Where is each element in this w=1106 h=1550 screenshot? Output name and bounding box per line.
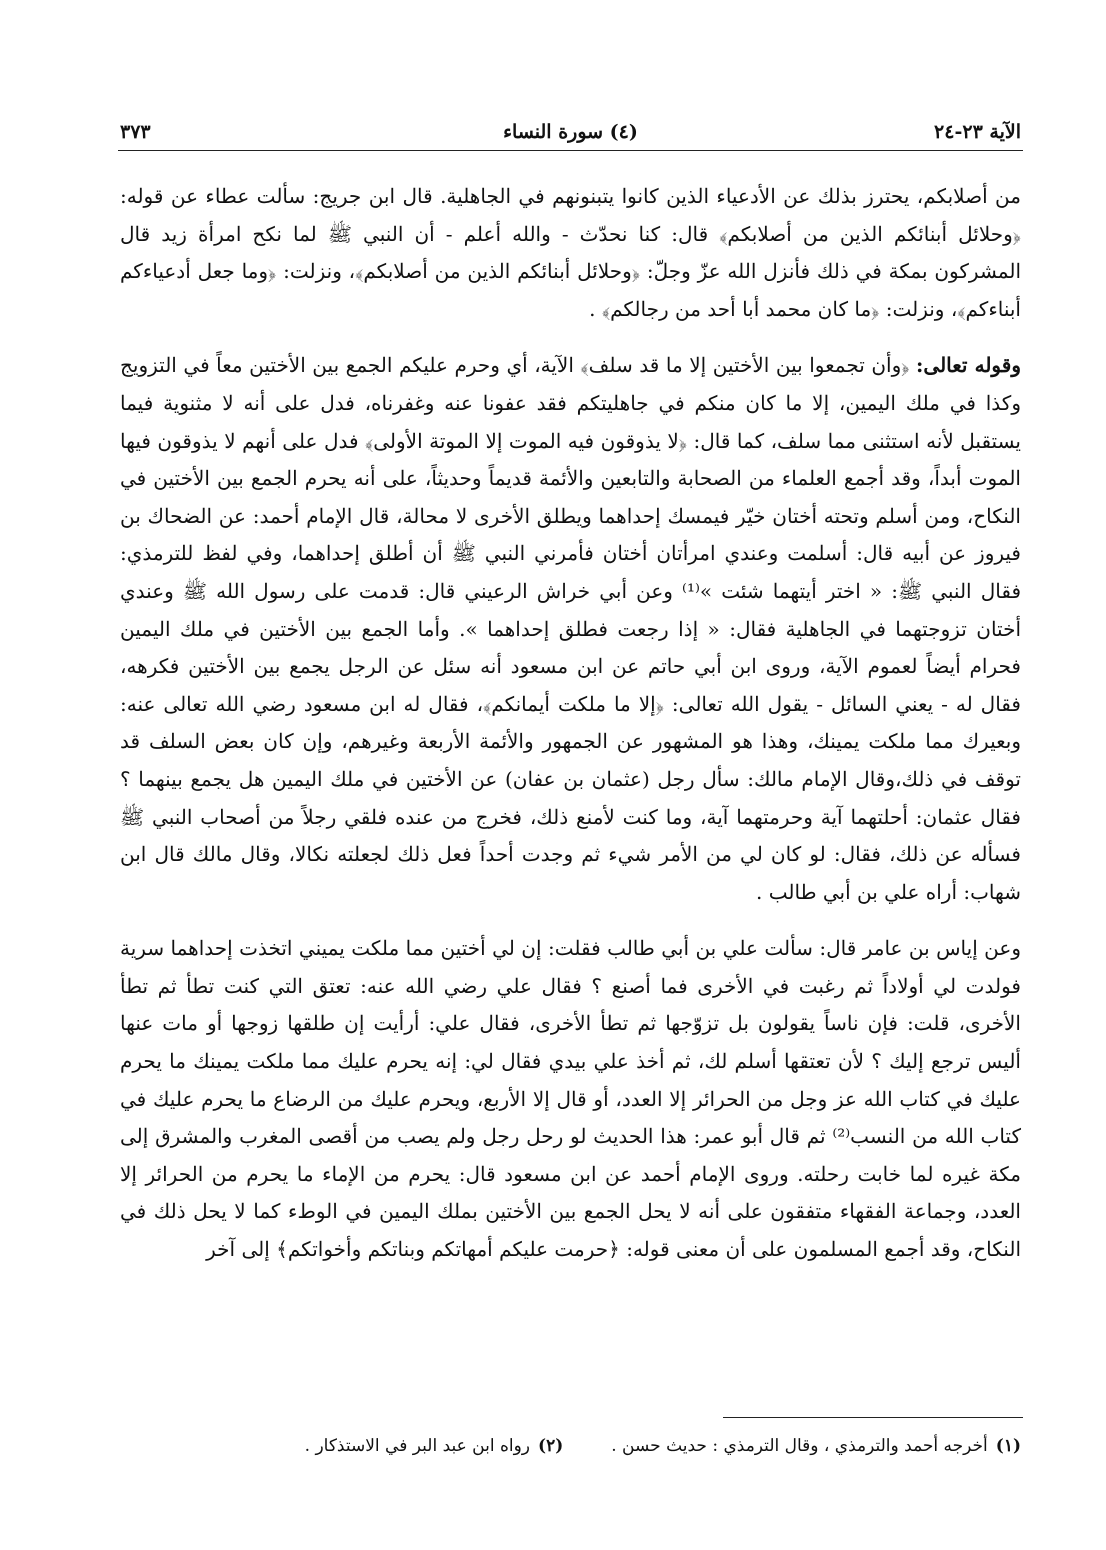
- footnote-1: [611, 1432, 1021, 1460]
- footnote-text: رواه ابن عبد البر في الاستذكار .: [304, 1436, 531, 1456]
- page-header: [120, 112, 1021, 152]
- main-text: [120, 178, 1021, 1269]
- footnote-number: (١): [995, 1436, 1021, 1456]
- paragraph-text: من أصلابكم، يحترز بذلك عن الأدعياء الذين كانوا يتبنونهم في الجاهلية. قال ابن جريج: سألت عطاء عن قوله: ﴿وحلائل أبنائكم الذين من أصلابكم﴾ قال: كنا نحدّث - والله أعلم - أن النبي ﷺ لما نكح امرأة زيد قال المشركون بمكة في ذلك فأنزل الله عزّ وجلّ: ﴿وحلائل أبنائكم الذين من أصلابكم﴾، ونزلت: ﴿وما جعل أدعياءكم أبناءكم﴾، ونزلت: ﴿ما كان محمد أبا أحد من رجالكم﴾ .: [120, 184, 1021, 321]
- paragraph-3: [120, 930, 1021, 1268]
- footnote-2: [305, 1432, 564, 1460]
- header-divider: [118, 150, 1023, 151]
- footnote-text: أخرجه أحمد والترمذي ، وقال الترمذي : حديث حسن .: [611, 1436, 988, 1456]
- paragraph-2: [120, 347, 1021, 911]
- paragraph-lead: وقوله تعالى:: [916, 353, 1021, 378]
- paragraph-text: ﴿وأن تجمعوا بين الأختين إلا ما قد سلف﴾ الآية، أي وحرم عليكم الجمع بين الأختين معاً في التزويج وكذا في ملك اليمين، إلا ما كان منكم في جاهليتكم فقد عفونا عنه وغفرناه، فدل على أنه لا مثنوية فيما يستقبل لأنه استثنى مما سلف، كما قال: ﴿لا يذوقون فيه الموت إلا الموتة الأولى﴾ فدل على أنهم لا يذوقون فيها الموت أبداً، وقد أجمع العلماء من الصحابة والتابعين والأئمة قديماً وحديثاً، على أنه يحرم الجمع بين الأختين في النكاح، ومن أسلم وتحته أختان خيّر فيمسك إحداهما ويطلق الأخرى لا محالة، قال الإمام أحمد: عن الضحاك بن فيروز عن أبيه قال: أسلمت وعندي امرأتان أختان فأمرني النبي ﷺ أن أطلق إحداهما، وفي لفظ للترمذي: فقال النبي ﷺ: « اختر أيتهما شئت »⁽¹⁾ وعن أبي خراش الرعيني قال: قدمت على رسول الله ﷺ وعندي أختان تزوجتهما في الجاهلية فقال: « إذا رجعت فطلق إحداهما ». وأما الجمع بين الأختين في ملك اليمين فحرام أيضاً لعموم الآية، وروى ابن أبي حاتم عن ابن مسعود أنه سئل عن الرجل يجمع بين الأختين فكرهه، فقال له - يعني السائل - يقول الله تعالى: ﴿إلا ما ملكت أيمانكم﴾، فقال له ابن مسعود رضي الله تعالى عنه: وبعيرك مما ملكت يمينك، وهذا هو المشهور عن الجمهور والأئمة الأربعة وغيرهم، وإن كان بعض السلف قد توقف في ذلك،وقال الإمام مالك: سأل رجل (عثمان بن عفان) عن الأختين في ملك اليمين هل يجمع بينهما ؟ فقال عثمان: أحلتهما آية وحرمتهما آية، وما كنت لأمنع ذلك، فخرج من عنده فلقي رجلاً من أصحاب النبي ﷺ فسأله عن ذلك، فقال: لو كان لي من الأمر شيء ثم وجدت أحداً فعل ذلك لجعلته نكالا، وقال مالك قال ابن شهاب: أراه علي بن أبي طالب .: [120, 353, 1022, 904]
- footnote-number: (٢): [538, 1436, 564, 1456]
- page-number: ٣٧٣: [120, 121, 151, 143]
- footnote-divider: [723, 1417, 1023, 1418]
- paragraph-text: وعن إياس بن عامر قال: سألت علي بن أبي طالب فقلت: إن لي أختين مما ملكت يميني اتخذت إحداهما سرية فولدت لي أولاداً ثم رغبت في الأخرى فما أصنع ؟ فقال علي رضي الله عنه: تعتق التي كنت تطأ ثم تطأ الأخرى، قلت: فإن ناساً يقولون بل تزوّجها ثم تطأ الأخرى، فقال علي: أرأيت إن طلقها زوجها أو مات عنها أليس ترجع إليك ؟ لأن تعتقها أسلم لك، ثم أخذ علي بيدي فقال لي: إنه يحرم عليك مما ملكت يمينك ما يحرم عليك في كتاب الله عز وجل من الحرائر إلا العدد، أو قال إلا الأربع، ويحرم عليك من الرضاع ما يحرم عليك في كتاب الله من النسب⁽²⁾ ثم قال أبو عمر: هذا الحديث لو رحل رجل ولم يصب من أقصى المغرب والمشرق إلى مكة غيره لما خابت رحلته. وروى الإمام أحمد عن ابن مسعود قال: يحرم من الإماء ما يحرم من الحرائر إلا العدد، وجماعة الفقهاء متفقون على أنه لا يحل الجمع بين الأختين بملك اليمين في الوطء كما لا يحل ذلك في النكاح، وقد أجمع المسلمون على أن معنى قوله: ﴿حرمت عليكم أمهاتكم وبناتكم وأخواتكم﴾ إلى آخر: [120, 936, 1021, 1262]
- footnotes: [120, 1432, 1021, 1460]
- paragraph-1: [120, 178, 1021, 328]
- verse-reference: الآية ٢٣-٢٤: [934, 121, 1021, 143]
- surah-title: (٤) سورة النساء: [503, 121, 638, 143]
